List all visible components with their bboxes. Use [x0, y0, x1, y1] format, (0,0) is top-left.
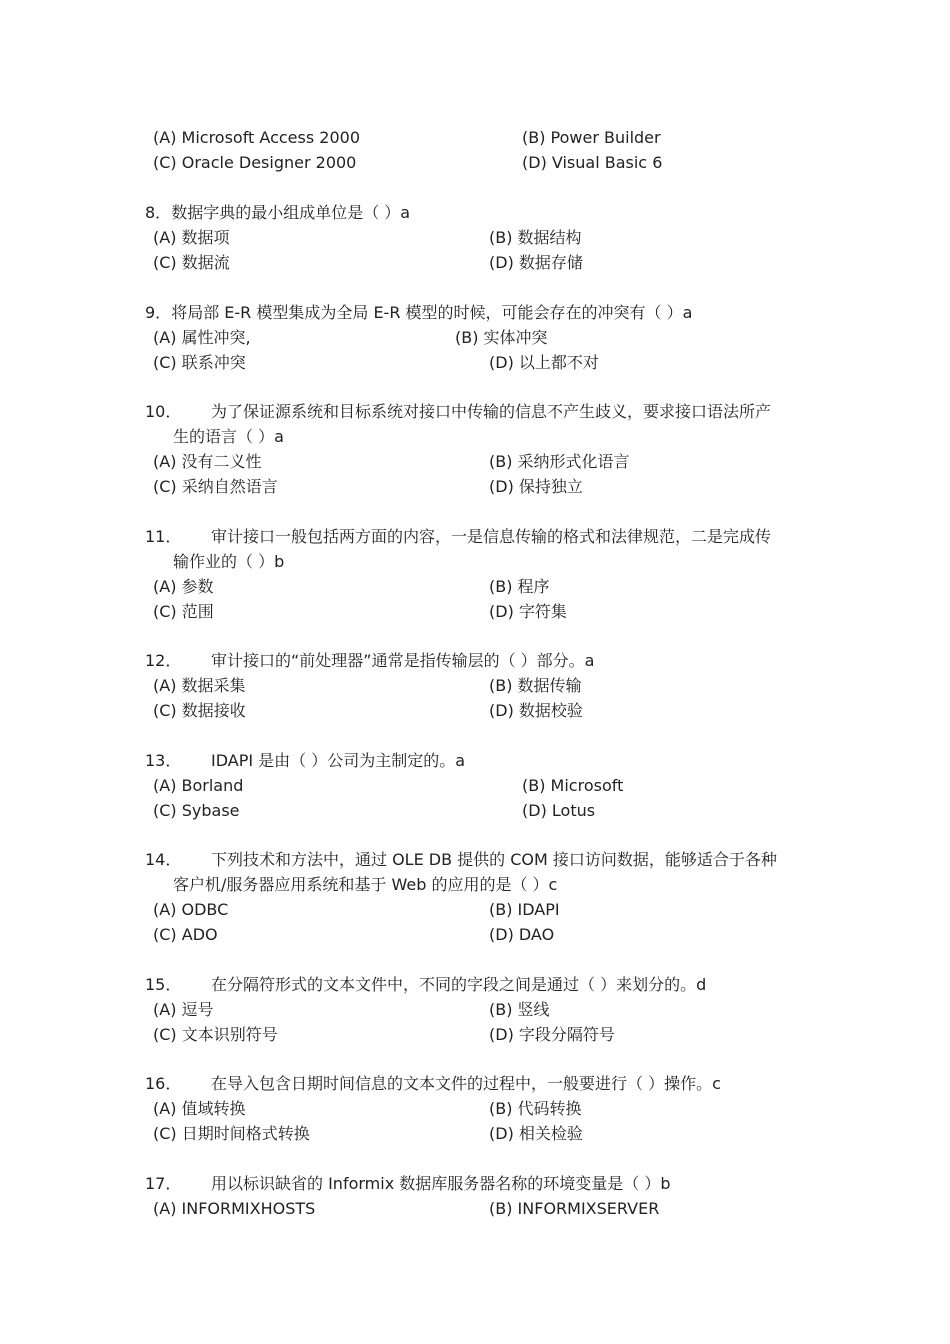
option-b: (B) IDAPI	[489, 900, 560, 919]
question-13	[145, 748, 465, 773]
option-a: (A) ODBC	[153, 900, 229, 919]
option-a: (A) 没有二义性	[153, 452, 262, 471]
question-text: 数据字典的最小组成单位是（ ）a	[171, 203, 411, 222]
option-d: (D) DAO	[489, 925, 555, 944]
question-number: 9．	[145, 303, 172, 322]
option-a: (A) Microsoft Access 2000	[153, 128, 360, 147]
option-d: (D) 字段分隔符号	[489, 1025, 615, 1044]
option-d: (D) 数据校验	[489, 701, 583, 720]
option-c: (C) 联系冲突	[153, 353, 246, 372]
question-15	[145, 972, 706, 997]
question-text: 将局部 E-R 模型集成为全局 E-R 模型的时候，可能会存在的冲突有（ ）a	[171, 303, 693, 322]
question-number: 15．	[145, 975, 182, 994]
option-c: (C) 数据接收	[153, 701, 246, 720]
option-c: (C) 日期时间格式转换	[153, 1124, 310, 1143]
question-text: 审计接口一般包括两方面的内容，一是信息传输的格式和法律规范，二是完成传	[211, 527, 772, 546]
question-number: 11．	[145, 527, 182, 546]
option-a: (A) 参数	[153, 577, 214, 596]
option-b: (B) 程序	[489, 577, 550, 596]
question-text: 在分隔符形式的文本文件中，不同的字段之间是通过（ ）来划分的。d	[211, 975, 707, 994]
question-text: 审计接口的“前处理器”通常是指传输层的（ ）部分。a	[211, 651, 595, 670]
question-number: 10．	[145, 402, 182, 421]
option-d: (D) 保持独立	[489, 477, 583, 496]
question-text-continued: 客户机/服务器应用系统和基于 Web 的应用的是（ ）c	[173, 875, 558, 894]
question-12	[145, 648, 594, 673]
question-text: 下列技术和方法中，通过 OLE DB 提供的 COM 接口访问数据，能够适合于各种	[211, 850, 777, 869]
option-a: (A) INFORMIXHOSTS	[153, 1199, 316, 1218]
option-c: (C) 范围	[153, 602, 214, 621]
question-number: 16．	[145, 1074, 182, 1093]
question-number: 12．	[145, 651, 182, 670]
question-text: IDAPI 是由（ ）公司为主制定的。a	[211, 751, 466, 770]
option-b: (B) 代码转换	[489, 1099, 582, 1118]
option-d: (D) 字符集	[489, 602, 567, 621]
option-a: (A) 值域转换	[153, 1099, 246, 1118]
option-b: (B) INFORMIXSERVER	[489, 1199, 660, 1218]
question-8	[145, 200, 410, 225]
option-a: (A) 数据采集	[153, 676, 246, 695]
option-a: (A) 属性冲突,	[153, 328, 251, 347]
option-b: (B) 采纳形式化语言	[489, 452, 630, 471]
option-c: (C) Oracle Designer 2000	[153, 153, 357, 172]
option-d: (D) Visual Basic 6	[522, 153, 663, 172]
option-b: (B) Microsoft	[522, 776, 624, 795]
option-b: (B) 数据结构	[489, 228, 582, 247]
option-b: (B) 实体冲突	[455, 328, 548, 347]
question-number: 17．	[145, 1174, 182, 1193]
question-9	[145, 300, 692, 325]
question-number: 8．	[145, 203, 172, 222]
option-a: (A) Borland	[153, 776, 244, 795]
question-number: 13．	[145, 751, 182, 770]
question-14	[145, 847, 777, 872]
option-c: (C) 文本识别符号	[153, 1025, 278, 1044]
option-b: (B) 数据传输	[489, 676, 582, 695]
option-c: (C) 数据流	[153, 253, 230, 272]
question-text-continued: 生的语言（ ）a	[173, 427, 284, 446]
question-text: 为了保证源系统和目标系统对接口中传输的信息不产生歧义，要求接口语法所产	[211, 402, 772, 421]
option-c: (C) Sybase	[153, 801, 240, 820]
question-number: 14．	[145, 850, 182, 869]
option-c: (C) ADO	[153, 925, 218, 944]
question-11	[145, 524, 771, 549]
option-c: (C) 采纳自然语言	[153, 477, 278, 496]
question-text: 用以标识缺省的 Informix 数据库服务器名称的环境变量是（ ）b	[211, 1174, 671, 1193]
option-a: (A) 逗号	[153, 1000, 214, 1019]
question-text-continued: 输作业的（ ）b	[173, 552, 285, 571]
question-16	[145, 1071, 721, 1096]
question-17	[145, 1171, 671, 1196]
option-d: (D) 数据存储	[489, 253, 583, 272]
option-b: (B) Power Builder	[522, 128, 661, 147]
question-10	[145, 399, 771, 424]
option-d: (D) Lotus	[522, 801, 596, 820]
option-d: (D) 以上都不对	[489, 353, 599, 372]
question-text: 在导入包含日期时间信息的文本文件的过程中，一般要进行（ ）操作。c	[211, 1074, 721, 1093]
option-a: (A) 数据项	[153, 228, 230, 247]
option-d: (D) 相关检验	[489, 1124, 583, 1143]
option-b: (B) 竖线	[489, 1000, 550, 1019]
